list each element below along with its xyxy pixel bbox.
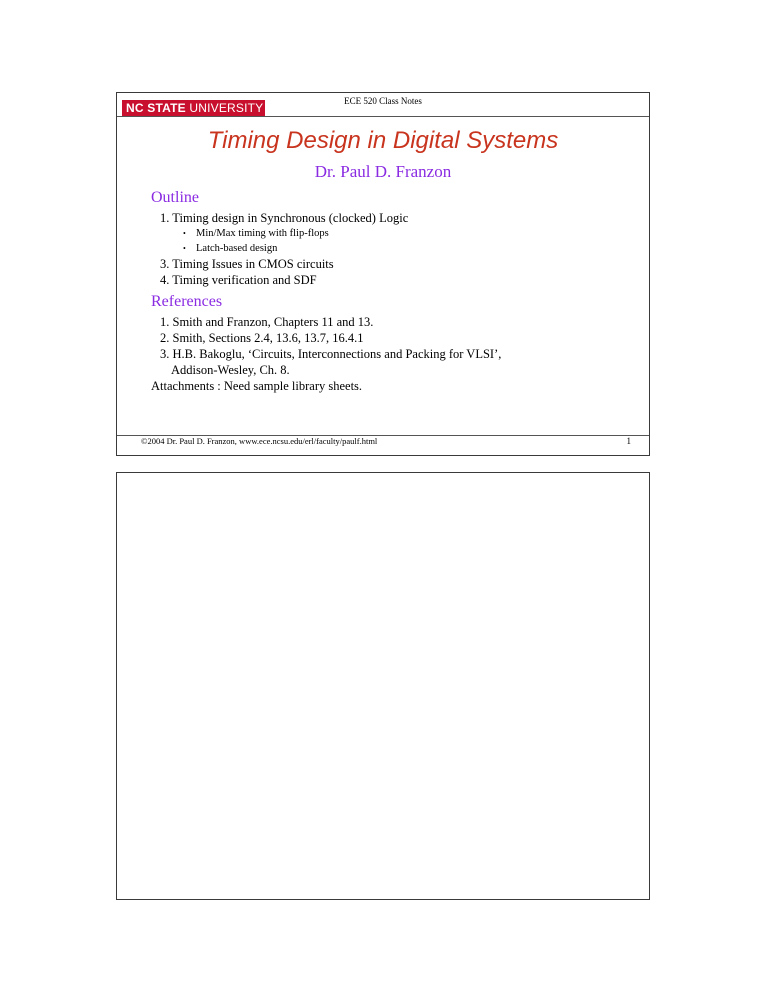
reference-item-continued: Addison-Wesley, Ch. 8. [171, 363, 290, 377]
outline-subitem: • Latch-based design [183, 241, 629, 256]
reference-item: 3. H.B. Bakoglu, ‘Circuits, Interconnections and Packing for VLSI’, [160, 347, 502, 361]
outline-heading: Outline [151, 189, 199, 206]
reference-item: 1. Smith and Franzon, Chapters 11 and 13. [160, 315, 374, 329]
logo-rest-text: UNIVERSITY [189, 101, 264, 115]
course-header: ECE 520 Class Notes [344, 96, 422, 106]
page-number: 1 [626, 436, 631, 446]
outline-item: 4. Timing verification and SDF [160, 273, 317, 287]
outline-item: 3. Timing Issues in CMOS circuits [160, 257, 334, 271]
footer-copyright: ©2004 Dr. Paul D. Franzon, www.ece.ncsu.edu/erl/faculty/paulf.html [141, 436, 378, 446]
reference-item: 2. Smith, Sections 2.4, 13.6, 13.7, 16.4.1 [160, 331, 364, 345]
references-heading: References [151, 293, 223, 310]
notes-box [116, 472, 650, 900]
outline-subitem: • Min/Max timing with flip-flops [183, 226, 629, 241]
outline-item: 1. Timing design in Synchronous (clocked) Logic [160, 211, 409, 225]
slide-title: Timing Design in Digital Systems [207, 127, 559, 154]
attachments-note: Attachments : Need sample library sheets. [151, 379, 363, 393]
logo-bold-text: NC STATE [126, 101, 186, 115]
slide-author: Dr. Paul D. Franzon [314, 162, 452, 181]
slide-1 [116, 92, 650, 456]
slide-content [151, 188, 629, 394]
header-divider [117, 116, 649, 117]
